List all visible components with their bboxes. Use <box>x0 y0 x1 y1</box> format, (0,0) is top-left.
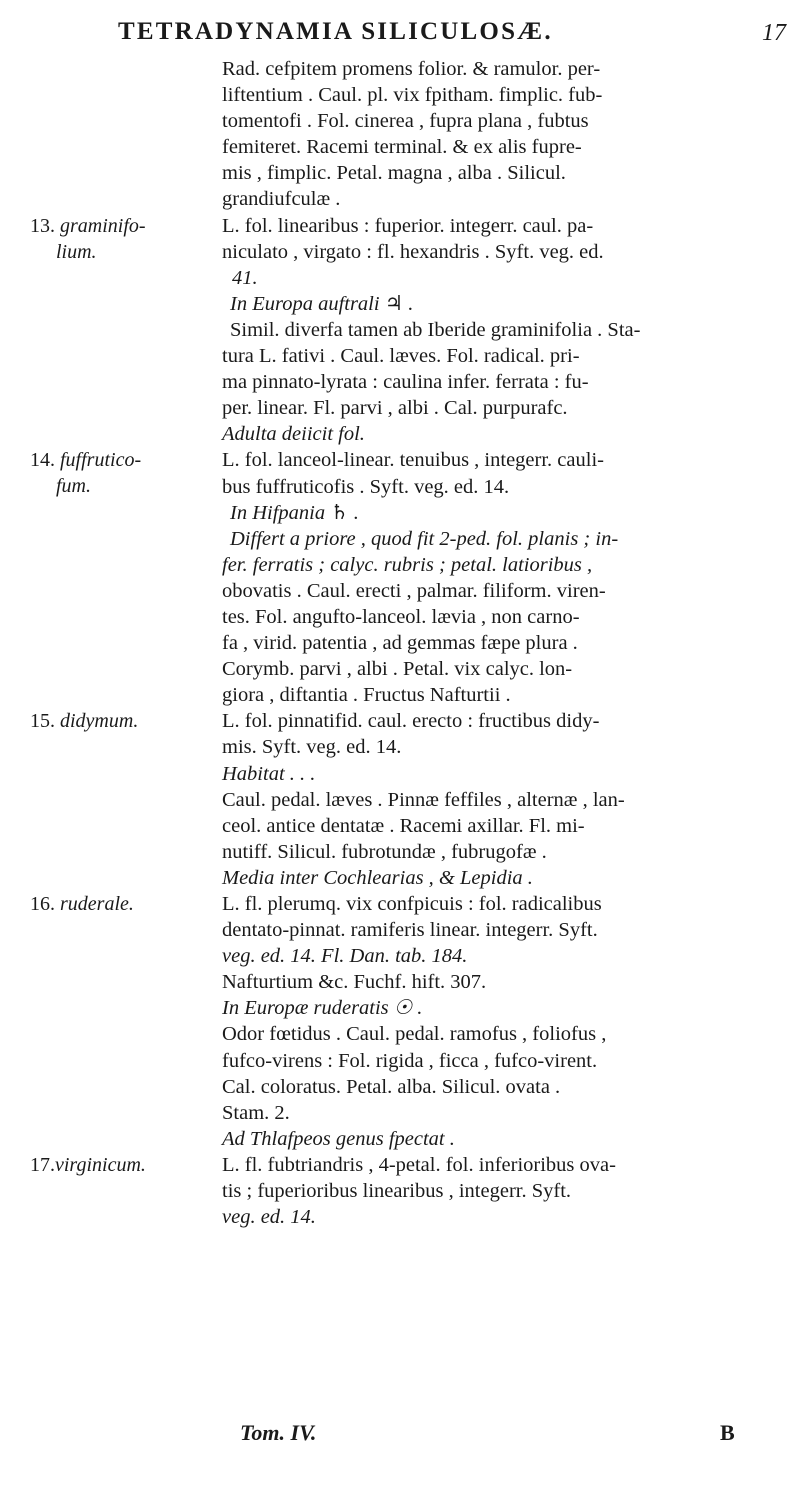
text-line: bus fuffruticofis . Syft. veg. ed. 14. <box>222 475 510 498</box>
running-head-title: TETRADYNAMIA SILICULOSÆ. <box>118 18 553 45</box>
species-entry <box>0 213 800 448</box>
text-line: Nafturtium &c. Fuchf. hift. 307. <box>222 971 487 994</box>
text-line: Caul. pedal. læves . Pinnæ feffiles , alternæ , lan- <box>222 788 625 811</box>
text-line: tes. Fol. angufto-lanceol. lævia , non carno- <box>222 605 580 628</box>
text-line: In Europa auftrali ♃ . <box>230 292 414 315</box>
text-line: L. fol. lanceol-linear. tenuibus , integerr. cauli- <box>222 449 604 472</box>
signature-mark: B <box>720 1420 735 1445</box>
text-line: L. fol. pinnatifid. caul. erecto : fructibus didy- <box>222 710 600 733</box>
text-line: Stam. 2. <box>222 1101 290 1124</box>
page-number: 17 <box>762 20 786 46</box>
page-body <box>0 56 800 1230</box>
text-line: Ad Thlafpeos genus fpectat . <box>222 1127 455 1150</box>
species-number: 14. <box>30 449 55 472</box>
species-name: graminifo- <box>60 214 146 237</box>
species-number: 16. <box>30 893 55 915</box>
text-line: grandiufculæ . <box>222 188 341 211</box>
text-line: In Europæ ruderatis ☉ . <box>222 997 423 1020</box>
text-line: mis , fimplic. Petal. magna , alba . Silicul. <box>222 162 566 185</box>
continuation-paragraph <box>0 56 800 213</box>
text-line: Odor fœtidus . Caul. pedal. ramofus , foliofus , <box>222 1023 607 1046</box>
species-label <box>30 708 220 734</box>
text-line: Habitat . . . <box>222 762 316 785</box>
text-line: ceol. antice dentatæ . Racemi axillar. Fl. mi- <box>222 814 585 837</box>
species-entry <box>0 891 800 1152</box>
species-name-cont: fum. <box>56 475 91 498</box>
text-line: Corymb. parvi , albi . Petal. vix calyc. lon- <box>222 658 573 681</box>
text-line: In Hifpania ♄ . <box>230 501 359 524</box>
species-name-cont: lium. <box>56 240 97 263</box>
text-line: dentato-pinnat. ramiferis linear. integerr. Syft. <box>222 919 598 942</box>
text-line: L. fl. fubtriandris , 4-petal. fol. inferioribus ova- <box>222 1153 616 1176</box>
text-line: femiteret. Racemi terminal. & ex alis fupre- <box>222 136 582 159</box>
species-number: 15. <box>30 710 55 733</box>
text-line: fa , virid. patentia , ad gemmas fæpe plura . <box>222 632 578 655</box>
text-line: 41. <box>232 266 258 289</box>
text-line: liftentium . Caul. pl. vix fpitham. fimplic. fub- <box>222 84 603 107</box>
species-label <box>30 213 220 265</box>
text-line: veg. ed. 14. <box>222 1206 316 1229</box>
text-line: tomentofi . Fol. cinerea , fupra plana , fubtus <box>222 110 589 133</box>
text-line: Cal. coloratus. Petal. alba. Silicul. ovata . <box>222 1075 561 1098</box>
text-line: niculato , virgato : fl. hexandris . Syft. veg. ed. <box>222 240 604 263</box>
text-line: per. linear. Fl. parvi , albi . Cal. purpurafc. <box>222 397 568 420</box>
text-line: ma pinnato-lyrata : caulina infer. ferrata : fu- <box>222 371 589 394</box>
species-number: 13. <box>30 214 55 237</box>
text-line: obovatis . Caul. erecti , palmar. filiform. viren- <box>222 579 606 602</box>
species-entry <box>0 1152 800 1230</box>
text-line: Rad. cefpitem promens folior. & ramulor. per- <box>222 58 601 80</box>
text-line: tis ; fuperioribus linearibus , integerr. Syft. <box>222 1180 572 1203</box>
text-line: Differt a priore , quod fit 2-ped. fol. planis ; in- <box>230 527 619 550</box>
species-number: 17. <box>30 1153 55 1176</box>
text-line: veg. ed. 14. Fl. Dan. tab. 184. <box>222 945 468 968</box>
species-name: ruderale. <box>60 893 134 915</box>
species-entry <box>0 708 800 891</box>
text-line: L. fl. plerumq. vix confpicuis : fol. radicalibus <box>222 893 602 915</box>
text-line: Media inter Cochlearias , & Lepidia . <box>222 866 533 889</box>
text-line: fer. ferratis ; calyc. rubris ; petal. latioribus , <box>222 553 593 576</box>
text-line: fufco-virens : Fol. rigida , ficca , fufco-virent. <box>222 1049 598 1072</box>
species-entry <box>0 447 800 708</box>
species-name: didymum. <box>60 710 139 733</box>
text-line: Simil. diverfa tamen ab Iberide graminifolia . Sta- <box>230 318 641 341</box>
running-head <box>0 16 800 56</box>
text-line: tura L. fativi . Caul. læves. Fol. radical. pri- <box>222 345 580 368</box>
volume-mark: Tom. IV. <box>240 1420 317 1445</box>
species-name: virginicum. <box>55 1153 146 1176</box>
text-line: giora , diftantia . Fructus Nafturtii . <box>222 684 511 707</box>
species-label <box>30 891 220 917</box>
page-footer <box>0 1420 800 1450</box>
text-line: Adulta deiicit fol. <box>222 423 365 446</box>
species-label <box>30 1152 220 1178</box>
species-name: fuffrutico- <box>60 449 142 472</box>
text-line: nutiff. Silicul. fubrotundæ , fubrugofæ . <box>222 840 547 863</box>
text-line: mis. Syft. veg. ed. 14. <box>222 736 402 759</box>
species-label <box>30 447 220 499</box>
text-line: L. fol. linearibus : fuperior. integerr. caul. pa- <box>222 214 594 237</box>
